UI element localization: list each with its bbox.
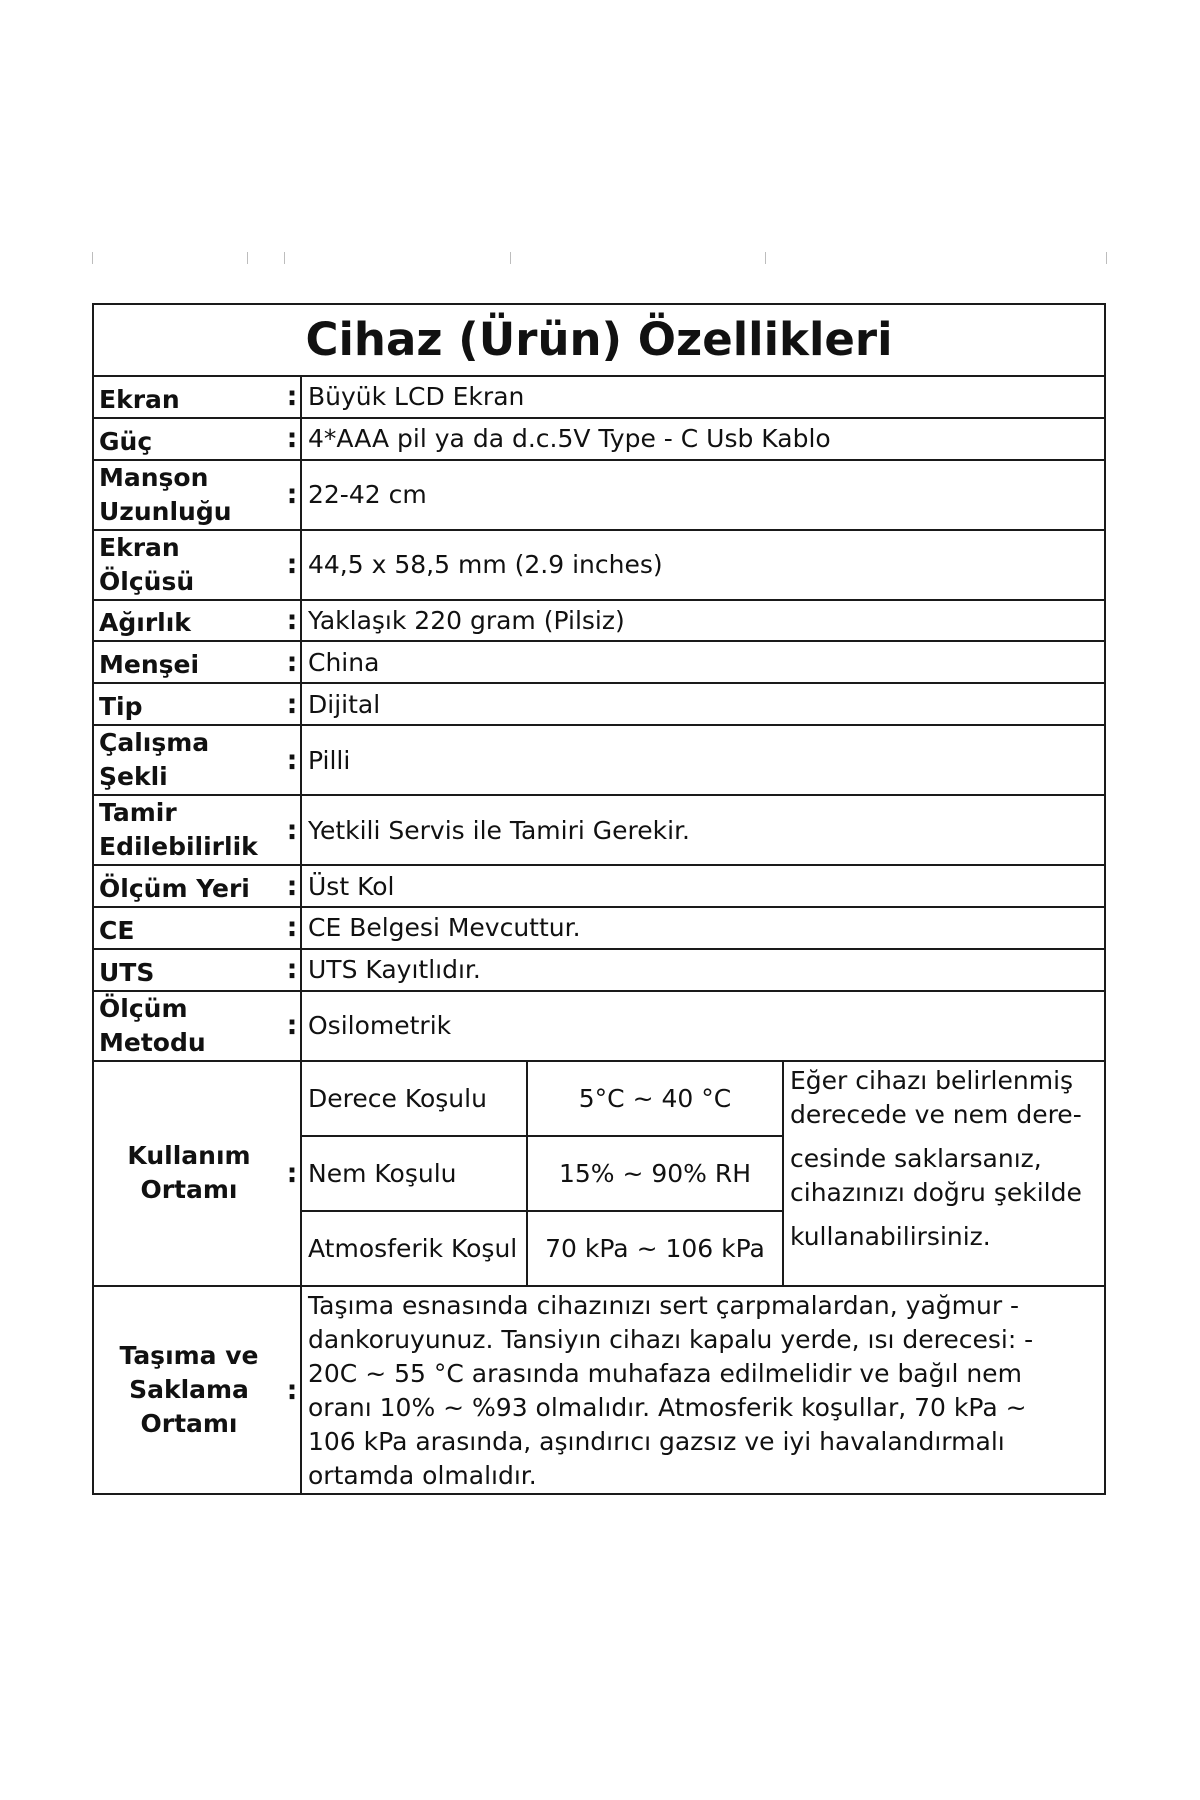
condition-value: 70 kPa ~ 106 kPa [528,1212,784,1285]
guide-tick [765,252,766,264]
spec-key: Güç [99,426,153,456]
condition-value: 5°C ~ 40 °C [528,1062,784,1135]
spec-key: UTS [99,957,155,987]
spec-row [94,419,1104,461]
colon: : [284,992,302,1060]
spec-row [94,461,1104,531]
spec-value: Yaklaşık 220 gram (Pilsiz) [308,605,625,635]
storage-environment-row [94,1287,1104,1493]
spec-value: Osilometrik [308,1011,452,1041]
storage-text: Taşıma esnasında cihazınızı sert çarpmalardan, yağmur - dankoruyunuz. Tansiyın cihazı kapalu yerde, ısı derecesi: - 20C ~ 55 °C arasında muhafaza edilmelidir ve bağıl nem oranı 10% ~ %93 olmalıdır. Atmosferik koşullar, 70 kPa ~ 106 kPa arasında, aşındırıcı gazsız ve iyi havalandırmalı ortamda olmalıdır. [308,1291,1034,1491]
spec-key: Ağırlık [99,608,191,638]
guide-tick [247,252,248,264]
spec-key: Tip [99,692,143,722]
colon: : [284,531,302,599]
spec-key: Kullanım Ortamı [127,1141,251,1205]
guide-tick [284,252,285,264]
colon: : [284,950,302,990]
spec-value: Pilli [308,745,351,775]
condition-label: Atmosferik Koşul [302,1212,528,1285]
spec-key: Tamir Edilebilirlik [99,798,258,862]
colon: : [284,1062,302,1285]
spec-table [92,303,1106,1495]
condition-value: 15% ~ 90% RH [528,1137,784,1210]
spec-value: China [308,647,380,677]
spec-value: Dijital [308,689,381,719]
spec-row [94,992,1104,1062]
condition-label: Derece Koşulu [302,1062,528,1135]
guide-tick [1106,252,1107,264]
spec-row [94,531,1104,601]
spec-value: CE Belgesi Mevcuttur. [308,913,581,943]
spec-value: 22-42 cm [308,480,427,510]
guide-tick [92,252,93,264]
spec-row [94,726,1104,796]
colon: : [284,1287,302,1493]
spec-key: Ekran Ölçüsü [99,532,195,596]
usage-conditions [302,1062,1104,1285]
guide-tick [510,252,511,264]
colon: : [284,642,302,682]
spec-key: Ekran [99,384,180,414]
conditions-table [302,1062,784,1285]
spec-value: 44,5 x 58,5 mm (2.9 inches) [308,550,663,580]
colon: : [284,866,302,906]
condition-row [302,1062,784,1137]
colon: : [284,796,302,864]
spec-row [94,908,1104,950]
spec-row [94,377,1104,419]
spec-value: UTS Kayıtlıdır. [308,955,481,985]
spec-key: Manşon Uzunluğu [99,462,232,526]
spec-key: Taşıma ve Saklama Ortamı [119,1341,259,1439]
spec-key: CE [99,915,135,945]
spec-value: Üst Kol [308,871,395,901]
spec-row [94,642,1104,684]
spec-key: Menşei [99,650,200,680]
spec-row [94,950,1104,992]
usage-note: Eğer cihazı belirlenmiş derecede ve nem dere- cesinde saklarsanız, cihazınızı doğru şekilde kullanabilirsiniz. [790,1065,1082,1251]
condition-row [302,1137,784,1212]
page-title: Cihaz (Ürün) Özellikleri [94,305,1104,377]
spec-key: Ölçüm Metodu [99,993,206,1057]
spec-value: Yetkili Servis ile Tamiri Gerekir. [308,815,690,845]
colon: : [284,461,302,529]
spec-row [94,684,1104,726]
spec-value: Büyük LCD Ekran [308,382,525,412]
condition-label: Nem Koşulu [302,1137,528,1210]
spec-key: Ölçüm Yeri [99,874,250,904]
colon: : [284,601,302,641]
condition-row [302,1212,784,1285]
colon: : [284,377,302,417]
spec-row [94,796,1104,866]
usage-environment-row [94,1062,1104,1287]
spec-value: 4*AAA pil ya da d.c.5V Type - C Usb Kablo [308,424,831,454]
colon: : [284,908,302,948]
colon: : [284,684,302,724]
colon: : [284,726,302,794]
spec-row [94,601,1104,643]
colon: : [284,419,302,459]
spec-row [94,866,1104,908]
spec-key: Çalışma Şekli [99,728,210,792]
